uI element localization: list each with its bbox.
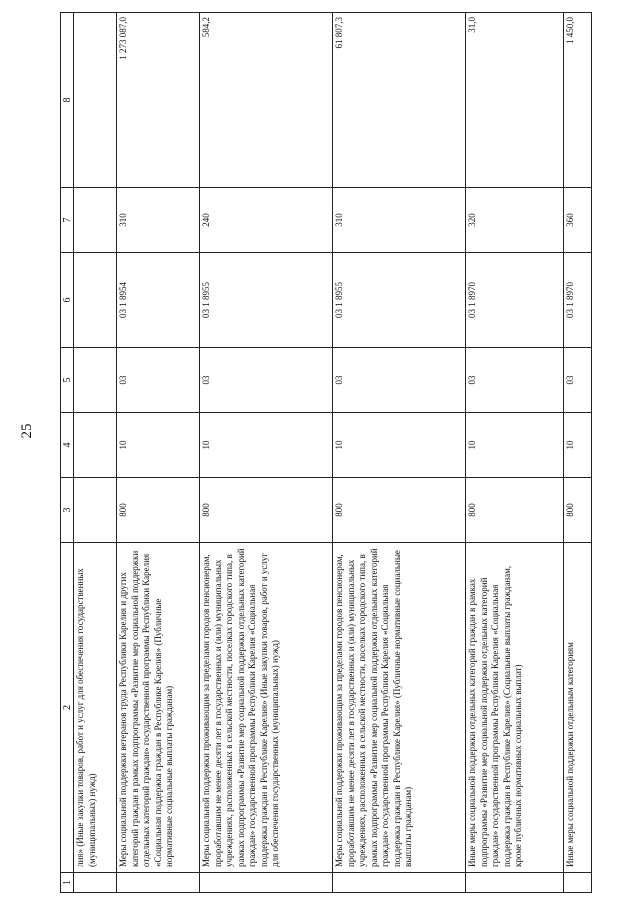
ministry-code-cell: 800: [200, 478, 333, 543]
header-col-5: 5: [61, 348, 74, 413]
header-col-3: 3: [61, 478, 74, 543]
amount-cell: [74, 13, 117, 188]
expense-type-cell: [74, 188, 117, 253]
header-col-6: 6: [61, 253, 74, 348]
section-code-cell: [74, 413, 117, 478]
description-cell: Меры социальной поддержки проживающим за пределами городов пенсионерам, проработавшим не менее десяти лет в государственных и (или) муниципальных учреждениях, расположенных в сельской местности, поселках городского типа, в рамках подпрограммы «Развитие мер социальной поддержки отдельных категорий граждан» государственной программы Республики Карелия «Социальная поддержка граждан в Республике Карелия» (Публичные нормативные социальные выплаты гражданам): [333, 543, 466, 873]
target-article-cell: 03 1 8955: [200, 253, 333, 348]
ministry-code-cell: [74, 478, 117, 543]
section-code-cell: 10: [466, 413, 564, 478]
budget-table-rotated: [60, 13, 585, 893]
row-number-cell: [200, 873, 333, 893]
section-code-cell: 10: [333, 413, 466, 478]
table-row: [117, 13, 200, 893]
table-row: [74, 13, 117, 893]
description-cell: Меры социальной поддержки ветеранов труда Республики Карелия и других категорий граждан в рамках подпрограммы «Развитие мер социальной поддержки отдельных категорий граждан» государственной программы Республики Карелия «Социальная поддержка граждан в Республике Карелия» (Публичные нормативные социальные выплаты гражданам): [117, 543, 200, 873]
description-cell: Иные меры социальной поддержки отдельных категорий граждан в рамках подпрограммы «Развитие мер социальной поддержки отдельных категорий граждан» государственной программы Республики Карелия «Социальная поддержка граждан в Республике Карелия» (Социальные выплаты гражданам, кроме публичных нормативных социальных выплат): [466, 543, 564, 873]
budget-table: [60, 12, 592, 893]
target-article-cell: 03 1 8970: [564, 253, 592, 348]
table-row: [200, 13, 333, 893]
target-article-cell: 03 1 8955: [333, 253, 466, 348]
row-number-cell: [333, 873, 466, 893]
expense-type-cell: 240: [200, 188, 333, 253]
description-cell: Меры социальной поддержки проживающим за пределами городов пенсионерам, проработавшим не менее десяти лет в государственных и (или) муниципальных учреждениях, расположенных в сельской местности, поселках городского типа, в рамках подпрограммы «Развитие мер социальной поддержки отдельных категорий граждан» государственной программы Республики Карелия «Социальная поддержка граждан в Республике Карелия» (Иные закупки товаров, работ и услуг для обеспечения государственных (муниципальных) нужд): [200, 543, 333, 873]
subsection-code-cell: 03: [466, 348, 564, 413]
subsection-code-cell: [74, 348, 117, 413]
subsection-code-cell: 03: [200, 348, 333, 413]
table-row: [333, 13, 466, 893]
expense-type-cell: 310: [117, 188, 200, 253]
amount-cell: 31,0: [466, 13, 564, 188]
header-col-8: 8: [61, 13, 74, 188]
table-row: [564, 13, 592, 893]
header-col-1: 1: [61, 873, 74, 893]
expense-type-cell: 360: [564, 188, 592, 253]
row-number-cell: [117, 873, 200, 893]
header-col-4: 4: [61, 413, 74, 478]
table-row: [466, 13, 564, 893]
description-cell: Иные меры социальной поддержки отдельным категориям: [564, 543, 592, 873]
amount-cell: 584,2: [200, 13, 333, 188]
expense-type-cell: 320: [466, 188, 564, 253]
page-number: 25: [19, 423, 35, 439]
amount-cell: 1 450,0: [564, 13, 592, 188]
amount-cell: 1 273 087,0: [117, 13, 200, 188]
section-code-cell: 10: [200, 413, 333, 478]
section-code-cell: 10: [564, 413, 592, 478]
target-article-cell: 03 1 8954: [117, 253, 200, 348]
section-code-cell: 10: [117, 413, 200, 478]
ministry-code-cell: 800: [564, 478, 592, 543]
header-col-7: 7: [61, 188, 74, 253]
target-article-cell: [74, 253, 117, 348]
header-col-2: 2: [61, 543, 74, 873]
header-row: [61, 13, 74, 893]
ministry-code-cell: 800: [466, 478, 564, 543]
row-number-cell: [564, 873, 592, 893]
row-number-cell: [466, 873, 564, 893]
description-cell: лия» (Иные закупки товаров, работ и услуг для обеспечения государственных (муниципальных) нужд): [74, 543, 117, 873]
subsection-code-cell: 03: [564, 348, 592, 413]
subsection-code-cell: 03: [333, 348, 466, 413]
expense-type-cell: 310: [333, 188, 466, 253]
target-article-cell: 03 1 8970: [466, 253, 564, 348]
ministry-code-cell: 800: [117, 478, 200, 543]
subsection-code-cell: 03: [117, 348, 200, 413]
amount-cell: 61 807,3: [333, 13, 466, 188]
row-number-cell: [74, 873, 117, 893]
ministry-code-cell: 800: [333, 478, 466, 543]
